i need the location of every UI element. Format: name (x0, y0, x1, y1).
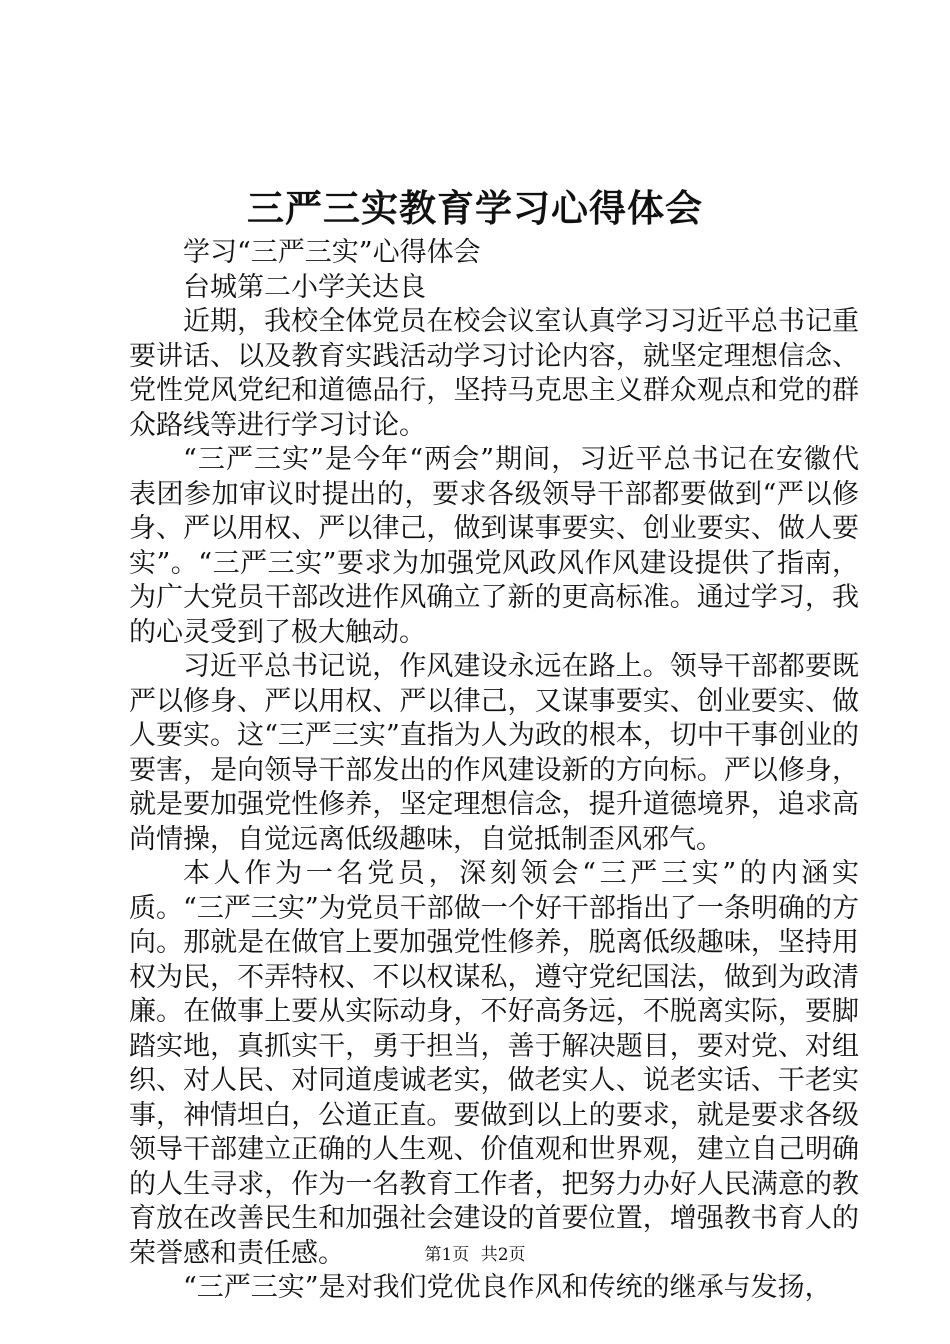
paragraph: 近期，我校全体党员在校会议室认真学习习近平总书记重要讲话、以及教育实践活动学习讨论内容，就坚定理想信念、党性党风党纪和道德品行，坚持马克思主义群众观点和党的群众路线等进行学习讨论。 (129, 306, 859, 441)
paragraph: “三严三实”是对我们党优良作风和传统的继承与发扬， (183, 1272, 832, 1303)
page-footer (0, 1243, 950, 1267)
paragraph: “三严三实”是今年“两会”期间，习近平总书记在安徽代表团参加审议时提出的，要求各级领导干部都要做到“严以修身、严以用权、严以律己，做到谋事要实、创业要实、做人要实”。“三严三实”要求为加强党风政风作风建设提供了指南，为广大党员干部改进作风确立了新的更高标准。通过学习，我的心灵受到了极大触动。 (129, 444, 859, 648)
paragraph-author: 台城第二小学关达良 (183, 271, 426, 303)
page-number-total: 共2页 (480, 1245, 526, 1265)
page-number-current: 第1页 (424, 1245, 470, 1265)
document-body (129, 236, 859, 1306)
paragraph-subtitle: 学习“三严三实”心得体会 (183, 237, 481, 268)
paragraph: 习近平总书记说，作风建设永远在路上。领导干部都要既严以修身、严以用权、严以律己，又谋事要实、创业要实、做人要实。这“三严三实”直指为人为政的根本，切中干事创业的要害，是向领导干部发出的作风建设新的方向标。严以修身，就是要加强党性修养，坚定理想信念，提升道德境界，追求高尚情操，自觉远离低级趣味，自觉抵制歪风邪气。 (129, 651, 859, 855)
paragraph: 本人作为一名党员，深刻领会“三严三实”的内涵实质。“三严三实”为党员干部做一个好干部指出了一条明确的方向。那就是在做官上要加强党性修养，脱离低级趣味，坚持用权为民，不弄特权、不以权谋私，遵守党纪国法，做到为政清廉。在做事上要从实际动身，不好高务远，不脱离实际，要脚踏实地，真抓实干，勇于担当，善于解决题目，要对党、对组织、对人民、对同道虔诚老实，做老实人、说老实话、干老实事，神情坦白，公道正直。要做到以上的要求，就是要求各级领导干部建立正确的人生观、价值观和世界观，建立自己明确的人生寻求，作为一名教育工作者，把努力办好人民满意的教育放在改善民生和加强社会建设的首要位置，增强教书育人的荣誉感和责任感。 (129, 858, 859, 1269)
document-title: 三严三实教育学习心得体会 (247, 186, 703, 230)
